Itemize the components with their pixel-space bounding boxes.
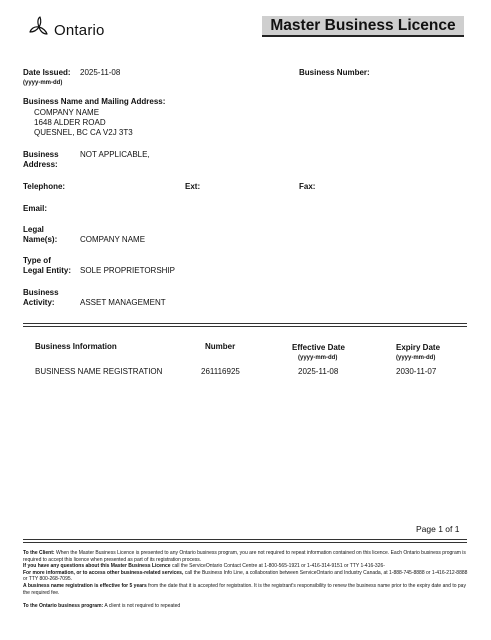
faded-text-artifact [220, 432, 221, 438]
program-notice-text: A client is not required to repeated [104, 603, 181, 609]
business-address-value: NOT APPLICABLE, [80, 150, 150, 159]
divider [23, 323, 467, 324]
expiry-date-format: (yyyy-mm-dd) [396, 355, 436, 361]
divider [23, 539, 467, 540]
legal-entity-label: Legal Entity: [23, 266, 72, 275]
row-number: 261116925 [201, 367, 240, 376]
page-number: Page 1 of 1 [416, 524, 460, 534]
date-format-hint: (yyyy-mm-dd) [23, 80, 63, 86]
column-header-expiry: Expiry Date [396, 343, 441, 352]
business-address-label: Address: [23, 160, 58, 169]
more-info-bold: For more information, or to access other business-related services, [23, 569, 184, 576]
business-activity-label: Business [23, 288, 59, 297]
ontario-logo [28, 16, 128, 40]
column-header-effective: Effective Date [292, 343, 345, 352]
column-header-number: Number [205, 342, 236, 351]
legal-name-label: Name(s): [23, 235, 58, 244]
program-notice [23, 603, 468, 610]
mailing-line: QUESNEL, BC CA V2J 3T3 [34, 128, 133, 137]
logo-wordmark: Ontario [54, 22, 105, 39]
business-address-label: Business [23, 150, 59, 159]
questions-text: call the ServiceOntario Contact Centre at 1-800-565-1921 or 1-416-314-9151 or TTY 1-416-326- [171, 563, 385, 570]
client-notice-text: When the Master Business Licence is presented to any Ontario business program, you are not required to repeat information contained on this licence. Each Ontario business program is required to accept this licence when presented as part of its registration process. [23, 550, 466, 563]
date-issued-label: Date Issued: [23, 68, 71, 77]
ext-label: Ext: [185, 182, 201, 191]
effective-date-format: (yyyy-mm-dd) [298, 355, 338, 361]
row-effective-date: 2025-11-08 [298, 367, 339, 376]
mailing-line: 1648 ALDER ROAD [34, 118, 106, 127]
trillium-icon [28, 16, 50, 38]
effective-bold: A business name registration is effective for 5 years [23, 582, 147, 589]
date-issued-value: 2025-11-08 [80, 68, 121, 77]
legal-name-value: COMPANY NAME [80, 235, 146, 244]
row-info: BUSINESS NAME REGISTRATION [35, 367, 163, 376]
column-header-info: Business Information [35, 342, 117, 351]
business-number-label: Business Number: [299, 68, 370, 77]
mailing-line: COMPANY NAME [34, 108, 100, 117]
telephone-label: Telephone: [23, 182, 66, 191]
email-label: Email: [23, 204, 48, 213]
legal-name-label: Legal [23, 225, 44, 234]
business-activity-value: ASSET MANAGEMENT [80, 298, 166, 307]
client-notice-label: To the Client: [23, 550, 55, 556]
name-address-label: Business Name and Mailing Address: [23, 97, 166, 106]
row-expiry-date: 2030-11-07 [396, 367, 437, 376]
program-notice-label: To the Ontario business program: [23, 603, 104, 609]
document-title: Master Business Licence [262, 16, 464, 37]
business-activity-label: Activity: [23, 298, 55, 307]
divider [23, 326, 467, 327]
legal-entity-value: SOLE PROPRIETORSHIP [80, 266, 175, 275]
questions-bold: If you have any questions about this Master Business Licence [23, 563, 171, 570]
more-info-text: call the Business Info Line, a collaboration between ServiceOntario and Industry Canada, at 1-888-745-8888 or 1-416-212-8888 or TTY 800-268-7095. [23, 569, 468, 583]
fax-label: Fax: [299, 182, 316, 191]
legal-entity-label: Type of [23, 256, 51, 265]
divider [23, 542, 467, 543]
client-notice [23, 550, 468, 596]
effective-text: from the date that it is accepted for registration. It is the registrant's responsibility to renew the business name prior to the expiry date and to pay the required fee. [23, 582, 466, 596]
